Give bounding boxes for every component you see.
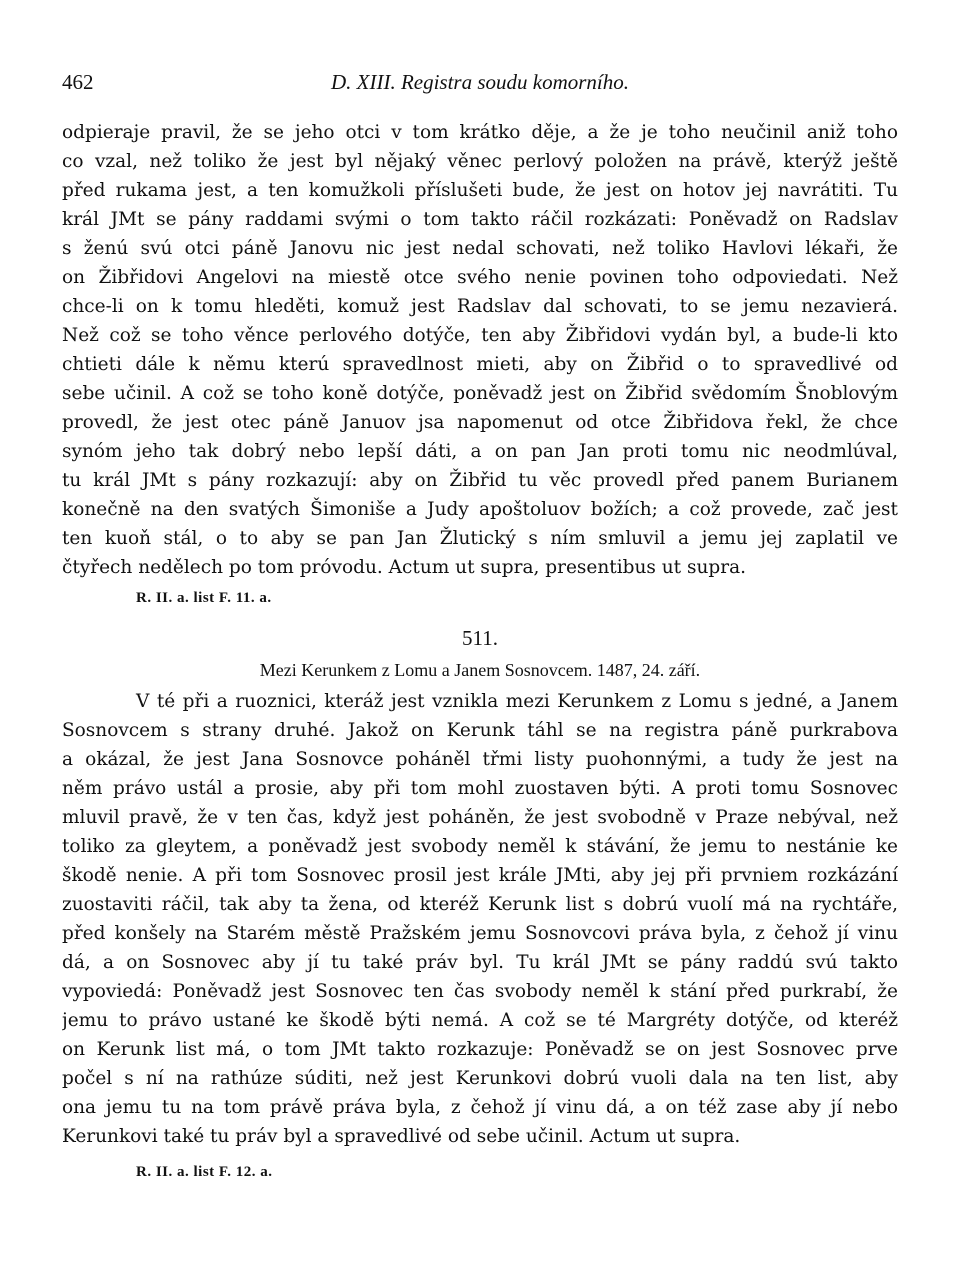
running-title: D. XIII. Registra soudu komorního. bbox=[330, 70, 630, 94]
text-line: ona jemu tu na tom právě práva byla, z čehož jí vinu dá, a on též zase aby jí nebo bbox=[62, 1097, 898, 1118]
text-line: král JMt se pány raddami svými o tom takto ráčil rozkázati: Poněvadž on Radslav bbox=[62, 209, 898, 230]
text-line: on Kerunk list má, o tom JMt takto rozkazuje: Poněvadž se on jest Sosnovec prve bbox=[62, 1039, 898, 1060]
text-line: něm právo ustál a prosie, aby při tom mohl zuostaven býti. A proti tomu Sosnovec bbox=[62, 778, 898, 799]
running-head bbox=[62, 70, 898, 100]
document-heading: Mezi Kerunkem z Lomu a Janem Sosnovcem. 1487, 24. září. bbox=[259, 660, 701, 680]
text-line: provedl, že jest otec páně Januov jsa napomenut od otce Žibřidova řekl, že chce bbox=[62, 412, 898, 433]
text-line: Kerunkovi také tu práv byl a spravedlivé od sebe učinil. Actum ut supra. bbox=[62, 1126, 741, 1147]
paragraph-main bbox=[62, 687, 898, 1151]
text-line: před konšely na Starém městě Pražském jemu Sosnovcovi práva byla, z čehož jí vinu bbox=[62, 923, 898, 944]
text-line: zuostaviti ráčil, tak aby ta žena, od kteréž Kerunk list s dobrú vuolí má na rychtáře, bbox=[62, 894, 898, 915]
text-line: odpieraje pravil, že se jeho otci v tom krátko děje, a že je toho neučinil aniž toho bbox=[62, 122, 898, 143]
paragraph-continued bbox=[62, 118, 898, 582]
text-line: chtieti dále k němu kterú spravedlnost mieti, aby on Žibřid o to spravedlivé od bbox=[62, 354, 898, 375]
text-line: vypoviedá: Poněvadž jest Sosnovec ten čas svobody neměl k stání před purkrabí, že bbox=[62, 981, 898, 1002]
text-line: sebe učinil. A což se toho koně dotýče, poněvadž jest on Žibřid svědomím Šnoblovým bbox=[62, 383, 898, 404]
text-line: konečně na den svatých Šimoniše a Judy apoštoluov božích; a což provede, zač jest bbox=[62, 499, 898, 520]
page-number: 462 bbox=[62, 70, 94, 94]
text-line: počel s ní na rathúze súditi, než jest Kerunkovi dobrú vuoli dala na ten list, aby bbox=[62, 1068, 898, 1089]
text-line: s ženú svú otci páně Janovu nic jest nedal schovati, než toliko Havlovi lékaři, že bbox=[62, 238, 898, 259]
text-line: on Žibřidovi Angelovi na miestě otce svého nenie povinen toho odpoviedati. Než bbox=[62, 267, 898, 288]
document-number: 511. bbox=[462, 626, 498, 650]
text-line: synóm jeho tak dobrý nebo lepší dáti, a on pan Jan proti tomu nic neodmlúval, bbox=[62, 441, 898, 462]
text-line: toliko za gleytem, a poněvadž jest svobody neměl k stávání, že jemu to nestánie ke bbox=[62, 836, 898, 857]
text-line: tu král JMt s pány rozkazují: aby on Žibřid tu věc provedl před panem Burianem bbox=[62, 470, 898, 491]
text-line: V té při a ruoznici, kteráž jest vznikla mezi Kerunkem z Lomu s jedné, a Janem bbox=[136, 691, 898, 712]
text-line: mluvil pravě, že v ten čas, když jest poháněn, že jest svobodně v Praze nebýval, než bbox=[62, 807, 898, 828]
text-line: a okázal, že jest Jana Sosnovce poháněl třmi listy puohonnými, a tudy že jest na bbox=[62, 749, 898, 770]
source-reference: R. II. a. list F. 12. a. bbox=[136, 1164, 273, 1180]
text-line: co vzal, než toliko že jest byl nějaký věnec perlový položen na právě, kterýž ještě bbox=[62, 151, 898, 172]
source-reference: R. II. a. list F. 11. a. bbox=[136, 590, 272, 606]
text-line: Sosnovcem s strany druhé. Jakož on Kerunk táhl se na registra páně purkrabova bbox=[62, 720, 898, 741]
text-line: Než což se toho věnce perlového dotýče, ten aby Žibřidovi vydán byl, a bude-li kto bbox=[62, 325, 898, 346]
text-line: ten kuoň stál, o to aby se pan Jan Žlutický s ním smluvil a jemu jej zaplatil ve bbox=[62, 528, 898, 549]
text-line: před rukama jest, a ten komužkoli příslušeti bude, že jest on hotov jej navrátiti. Tu bbox=[62, 180, 898, 201]
text-line: jemu to právo ustané ke škodě býti nemá. A což se té Margréty dotýče, od kteréž bbox=[62, 1010, 898, 1031]
text-line: chce-li on k tomu hleděti, komuž jest Radslav dal schovati, to se jemu nezavierá. bbox=[62, 296, 898, 317]
text-line: škodě nenie. A při tom Sosnovec prosil jest krále JMti, aby jej při prvniem rozkázání bbox=[62, 865, 898, 886]
text-line: dá, a on Sosnovec aby jí tu také práv byl. Tu král JMt se pány raddú svú takto bbox=[62, 952, 898, 973]
text-line: čtyřech nedělech po tom próvodu. Actum ut supra, presentibus ut supra. bbox=[62, 557, 746, 578]
